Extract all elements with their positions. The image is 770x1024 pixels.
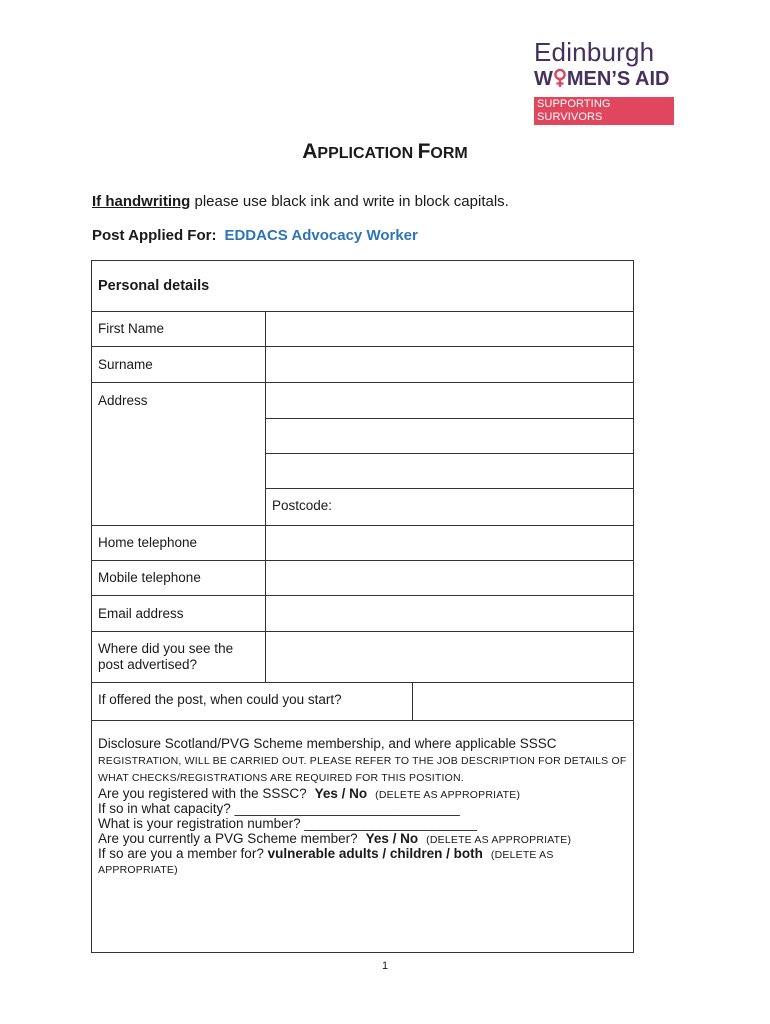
postcode-label: Postcode: — [272, 498, 333, 513]
membership-options[interactable]: vulnerable adults / children / both — [267, 846, 483, 861]
title-rest-a: PPLICATION — [317, 145, 418, 162]
page-title — [0, 140, 770, 164]
logo-line2 — [534, 67, 674, 91]
title-cap-f: F — [417, 140, 431, 163]
membership-question — [98, 846, 627, 876]
home-telephone-label: Home telephone — [92, 526, 266, 560]
email-field[interactable] — [266, 596, 633, 631]
pvg-question-text: Are you currently a PVG Scheme member? — [98, 831, 358, 846]
instruction-text: please use black ink and write in block capitals. — [190, 193, 509, 210]
post-label: Post Applied For: — [92, 227, 217, 244]
email-row — [92, 595, 633, 631]
instruction-emphasis: If handwriting — [92, 193, 191, 210]
pvg-note: (DELETE AS APPROPRIATE) — [426, 834, 572, 846]
address-fields — [266, 383, 633, 525]
surname-row — [92, 346, 633, 382]
surname-label: Surname — [92, 347, 266, 382]
sssc-note: (DELETE AS APPROPRIATE) — [375, 789, 521, 801]
start-date-row — [92, 682, 633, 720]
venus-symbol-icon — [553, 68, 567, 88]
logo-line2-end: MEN’S AID — [566, 68, 670, 90]
address-line-1-field[interactable] — [266, 383, 633, 418]
logo-line1: Edinburgh — [534, 37, 655, 67]
first-name-label: First Name — [92, 312, 266, 346]
sssc-yes-no[interactable]: Yes / No — [314, 786, 368, 801]
membership-question-text: If so are you a member for? — [98, 846, 264, 861]
sssc-question-text: Are you registered with the SSSC? — [98, 786, 307, 801]
title-rest-f: ORM — [430, 145, 468, 162]
post-applied — [92, 227, 418, 244]
capacity-question[interactable]: If so in what capacity? ______________________________ — [98, 801, 460, 816]
pvg-question — [98, 831, 627, 846]
disclosure-intro-text: Disclosure Scotland/PVG Scheme membership, and where applicable SSSC — [98, 736, 557, 751]
pvg-yes-no[interactable]: Yes / No — [365, 831, 419, 846]
post-value: EDDACS Advocacy Worker — [224, 227, 418, 244]
disclosure-intro-smallcaps: REGISTRATION, WILL BE CARRIED OUT. PLEASE REFER TO THE JOB DESCRIPTION FOR DETAILS OF WHAT CHECKS/REGISTRATIONS ARE REQUIRED FOR THIS POSITION. — [98, 755, 627, 784]
where-seen-field[interactable] — [266, 632, 633, 682]
membership-note: (DELETE AS APPROPRIATE) — [98, 849, 554, 876]
postcode-field[interactable] — [266, 488, 633, 523]
mobile-telephone-row — [92, 560, 633, 595]
address-row — [92, 382, 633, 525]
first-name-field[interactable] — [266, 312, 633, 346]
first-name-row — [92, 311, 633, 346]
page-number: 1 — [381, 960, 389, 972]
surname-field[interactable] — [266, 347, 633, 382]
start-date-field[interactable] — [413, 683, 633, 720]
disclosure-section — [92, 720, 633, 952]
where-seen-label: Where did you see the post advertised? — [92, 632, 266, 682]
logo-tagline: SUPPORTING SURVIVORS — [534, 97, 674, 125]
mobile-telephone-field[interactable] — [266, 561, 633, 595]
sssc-question — [98, 786, 627, 801]
logo — [534, 38, 674, 125]
registration-number-question[interactable]: What is your registration number? _______________________ — [98, 816, 478, 831]
disclosure-intro — [98, 736, 627, 786]
personal-details-heading: Personal details — [98, 278, 210, 294]
application-form-table — [91, 260, 634, 953]
instruction — [92, 193, 509, 210]
start-date-label: If offered the post, when could you start? — [92, 683, 413, 720]
address-label: Address — [92, 383, 266, 525]
address-line-3-field[interactable] — [266, 453, 633, 488]
home-telephone-field[interactable] — [266, 526, 633, 560]
title-cap-a: A — [302, 140, 318, 163]
logo-line2-start: W — [534, 68, 553, 90]
where-seen-row — [92, 631, 633, 682]
email-label: Email address — [92, 596, 266, 631]
home-telephone-row — [92, 525, 633, 560]
address-line-2-field[interactable] — [266, 418, 633, 453]
mobile-telephone-label: Mobile telephone — [92, 561, 266, 595]
